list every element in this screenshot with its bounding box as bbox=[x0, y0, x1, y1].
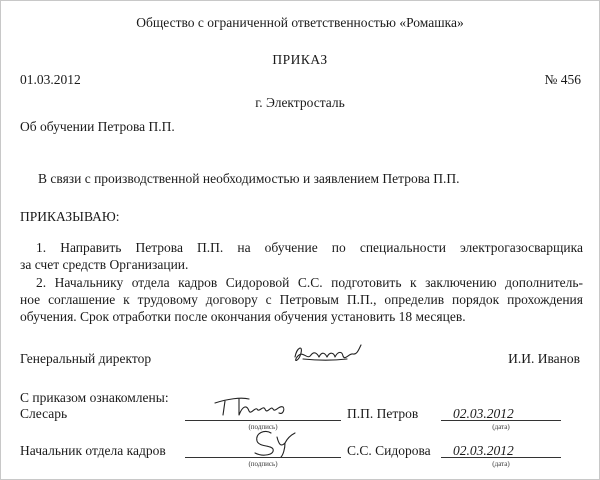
acquaintance-heading: С приказом ознакомлены: bbox=[20, 390, 169, 405]
acquaintance-position-1: Слесарь bbox=[20, 406, 68, 421]
acquaintance-position-2: Начальник отдела кадров bbox=[20, 443, 166, 458]
organization-name: Общество с ограниченной ответственностью «Ромашка» bbox=[136, 15, 464, 30]
signature-caption-1: (подпись) bbox=[248, 423, 278, 431]
order-item-2-line-2: ное соглашение к трудовому договору с Петровым П.П., определив порядок прохождения bbox=[20, 292, 583, 307]
director-title: Генеральный директор bbox=[20, 351, 152, 366]
date-caption-1: (дата) bbox=[492, 423, 510, 431]
document-title: ПРИКАЗ bbox=[272, 52, 328, 67]
order-word: ПРИКАЗЫВАЮ: bbox=[20, 209, 120, 224]
petrov-signature-icon bbox=[207, 393, 297, 421]
order-item-1-line-2: за счет средств Организации. bbox=[20, 257, 189, 272]
date-line-2 bbox=[441, 457, 561, 458]
order-item-1-line-1: 1. Направить Петрова П.П. на обучение по специальности электрогазосварщика bbox=[36, 240, 583, 255]
order-item-2-line-1: 2. Начальнику отдела кадров Сидоровой С.С. подготовить к заключению дополнитель- bbox=[36, 275, 583, 290]
acquaintance-date-2: 02.03.2012 bbox=[453, 443, 514, 458]
order-item-2 bbox=[20, 274, 583, 325]
order-number: № 456 bbox=[544, 72, 581, 87]
acquaintance-name-2: С.С. Сидорова bbox=[347, 443, 431, 458]
director-name: И.И. Иванов bbox=[508, 351, 580, 366]
date-caption-2: (дата) bbox=[492, 460, 510, 468]
order-city: г. Электросталь bbox=[255, 95, 345, 110]
order-date: 01.03.2012 bbox=[20, 72, 81, 87]
acquaintance-name-1: П.П. Петров bbox=[347, 406, 419, 421]
order-preamble: В связи с производственной необходимостью и заявлением Петрова П.П. bbox=[38, 171, 460, 186]
signature-line-1 bbox=[185, 420, 341, 421]
director-signature-icon bbox=[289, 339, 369, 369]
order-item-1 bbox=[20, 239, 583, 273]
order-subject: Об обучении Петрова П.П. bbox=[20, 119, 175, 134]
order-item-2-line-3: обучения. Срок отработки после окончания обучения установить 18 месяцев. bbox=[20, 309, 466, 324]
sidorova-signature-icon bbox=[241, 425, 311, 459]
date-line-1 bbox=[441, 420, 561, 421]
signature-caption-2: (подпись) bbox=[248, 460, 278, 468]
acquaintance-date-1: 02.03.2012 bbox=[453, 406, 514, 421]
signature-line-2 bbox=[185, 457, 341, 458]
